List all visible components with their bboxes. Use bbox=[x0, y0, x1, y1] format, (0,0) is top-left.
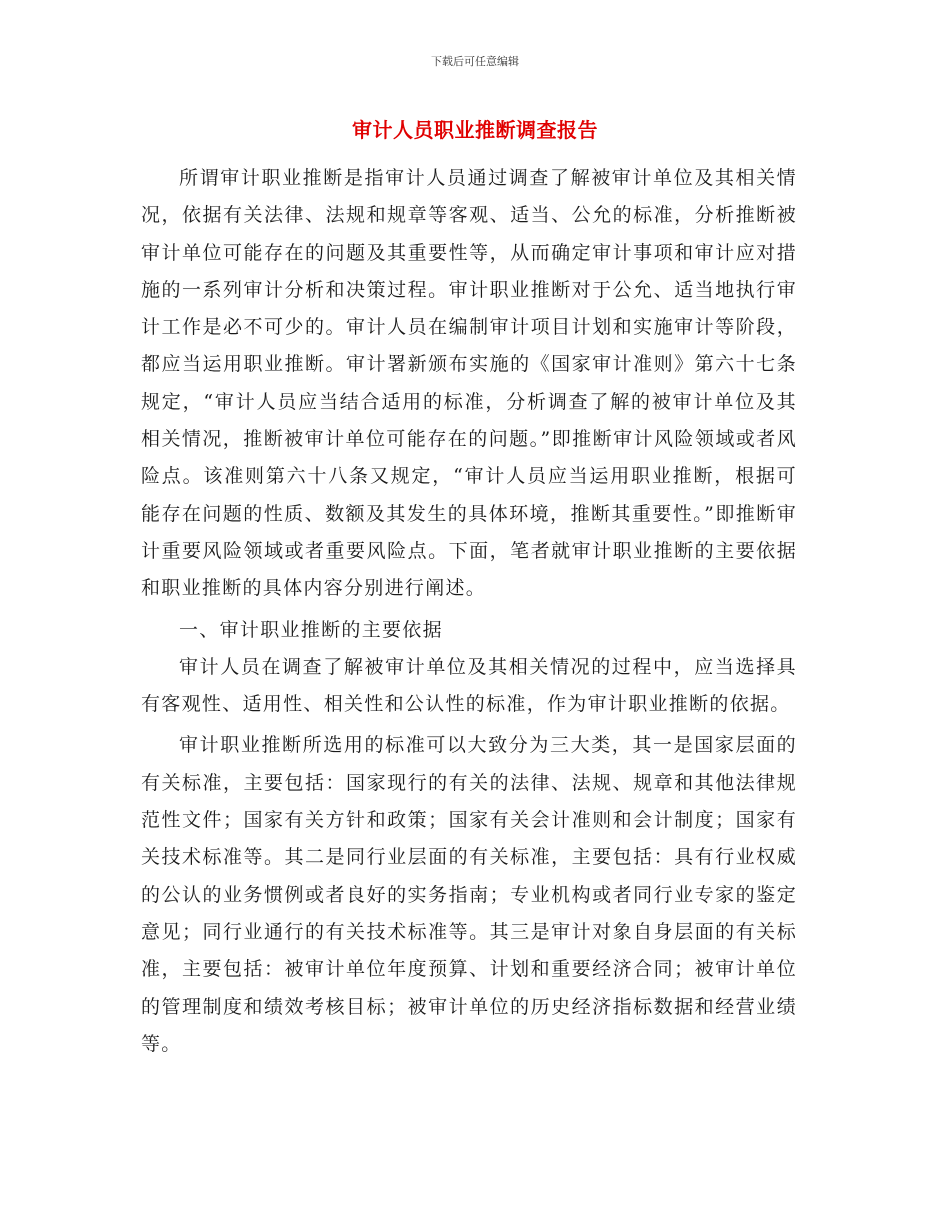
paragraph-standards: 审计职业推断所选用的标准可以大致分为三大类，其一是国家层面的有关标准，主要包括：国家现行的有关的法律、法规、规章和其他法律规范性文件；国家有关方针和政策；国家有关会计准则和会计制度；国家有关技术标准等。其二是同行业层面的有关标准，主要包括：具有行业权威的公认的业务惯例或者良好的实务指南；专业机构或者同行业专家的鉴定意见；同行业通行的有关技术标准等。其三是审计对象自身层面的有关标准，主要包括：被审计单位年度预算、计划和重要经济合同；被审计单位的管理制度和绩效考核目标；被审计单位的历史经济指标数据和经营业绩等。 bbox=[141, 734, 797, 1055]
section-heading-1: 一、审计职业推断的主要依据 bbox=[179, 618, 443, 641]
document-title: 审计人员职业推断调查报告 bbox=[352, 118, 598, 142]
document-body bbox=[141, 160, 797, 1067]
paragraph-intro: 所谓审计职业推断是指审计人员通过调查了解被审计单位及其相关情况，依据有关法律、法规和规章等客观、适当、公允的标准，分析推断被审计单位可能存在的问题及其重要性等，从而确定审计事项和审计应对措施的一系列审计分析和决策过程。审计职业推断对于公允、适当地执行审计工作是必不可少的。审计人员在编制审计项目计划和实施审计等阶段，都应当运用职业推断。审计署新颁布实施的《国家审计准则》第六十七条规定，“审计人员应当结合适用的标准，分析调查了解的被审计单位及其相关情况，推断被审计单位可能存在的问题。”即推断审计风险领域或者风险点。该准则第六十八条又规定，“审计人员应当运用职业推断，根据可能存在问题的性质、数额及其发生的具体环境，推断其重要性。”即推断审计重要风险领域或者重要风险点。下面，笔者就审计职业推断的主要依据和职业推断的具体内容分别进行阐述。 bbox=[141, 167, 797, 600]
page-header-note: 下载后可任意编辑 bbox=[431, 55, 519, 68]
paragraph-basis: 审计人员在调查了解被审计单位及其相关情况的过程中，应当选择具有客观性、适用性、相关性和公认性的标准，作为审计职业推断的依据。 bbox=[141, 655, 797, 716]
